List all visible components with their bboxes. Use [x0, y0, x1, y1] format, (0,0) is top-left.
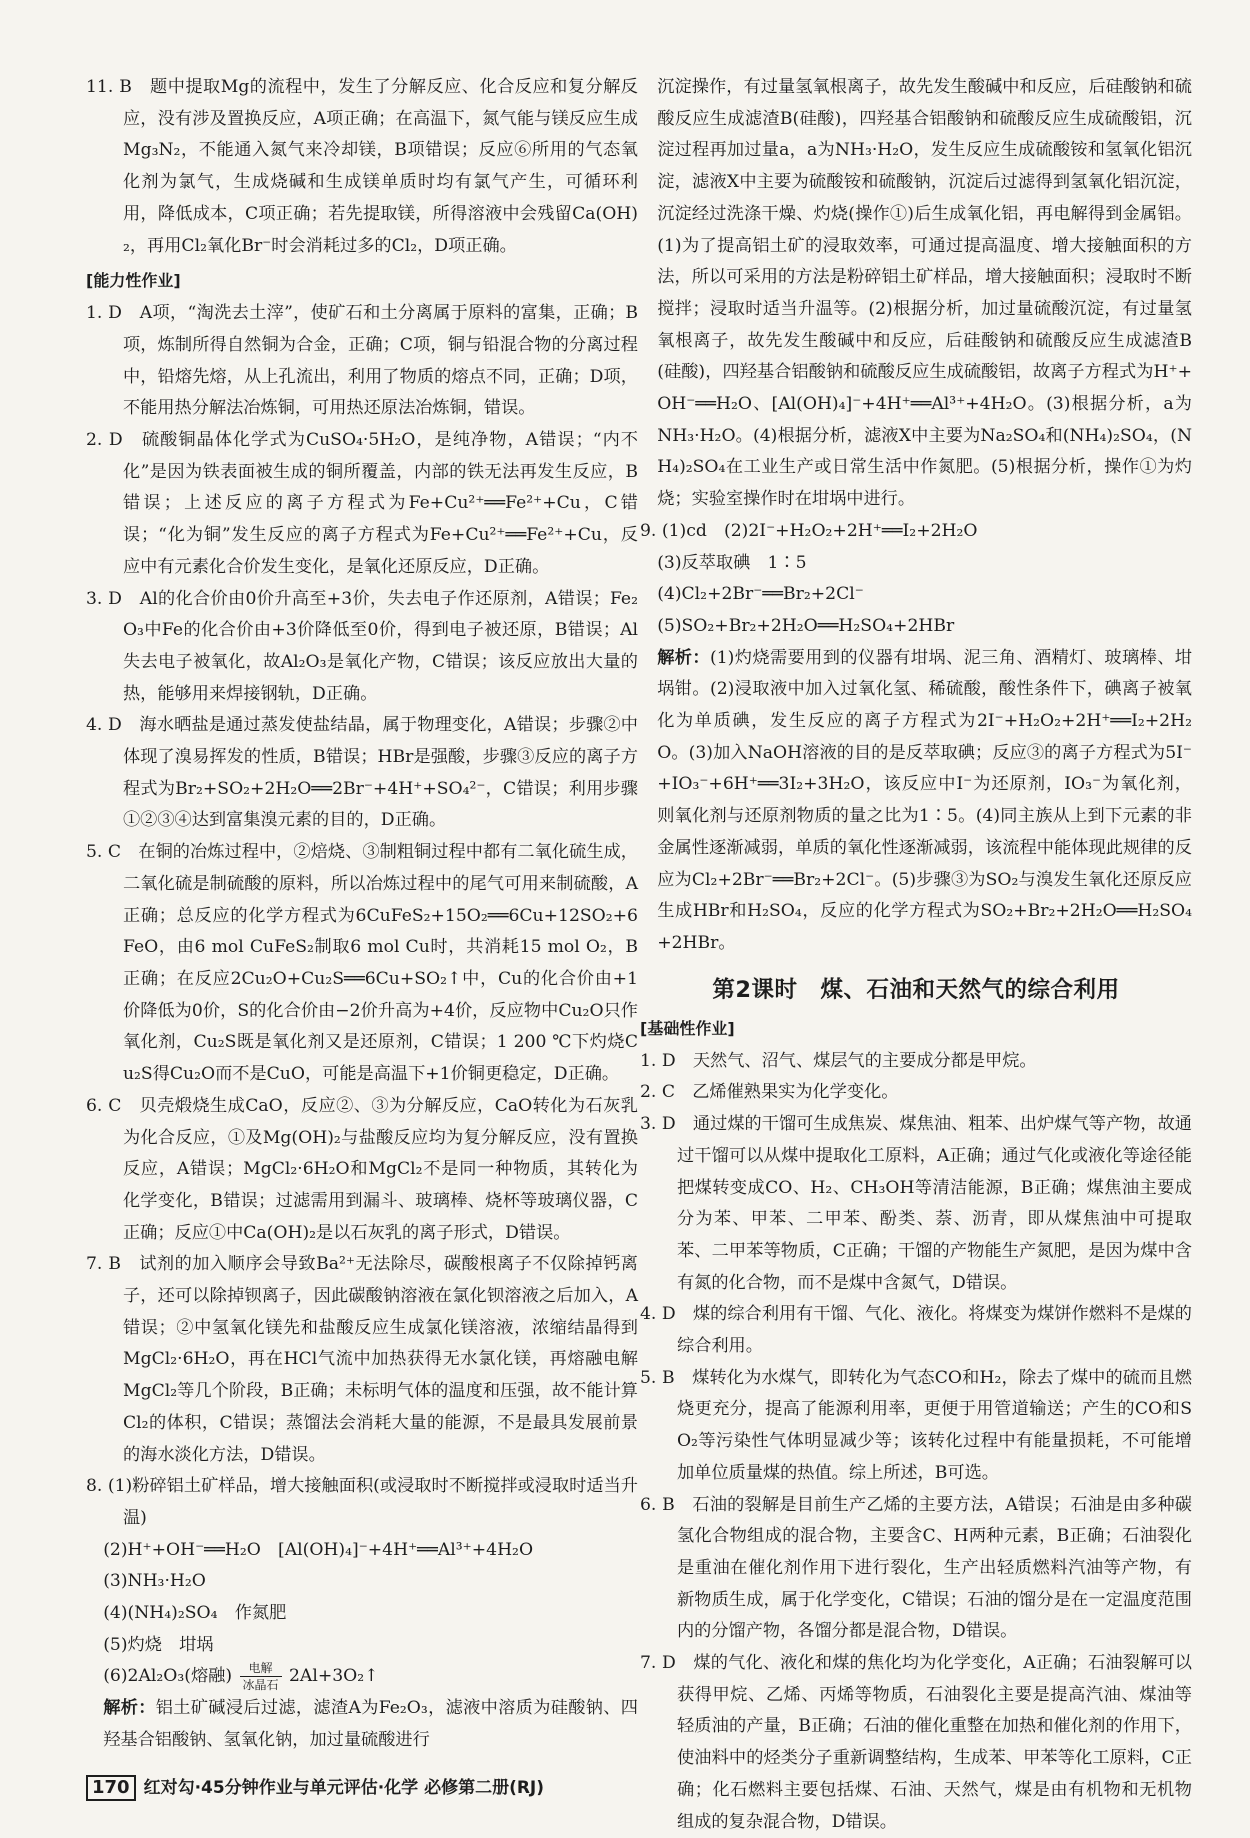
- answer-item-a2: 2. D 硫酸铜晶体化学式为CuSO₄·5H₂O，是纯净物，A错误；“内不化”是因为铁表面被生成的铜所覆盖，内部的铁无法再发生反应，B错误；上述反应的离子方程式为Fe+Cu²⁺══Fe²⁺+Cu，C错误；“化为铜”发生反应的离子方程式为Fe+Cu²⁺══Fe²⁺+Cu，反应中有元素化合价发生变化，是氧化还原反应，D正确。: [86, 430, 638, 577]
- section-heading-ability: [能力性作业]: [86, 271, 181, 291]
- answer-item-b1: 1. D 天然气、沼气、煤层气的主要成分都是甲烷。: [640, 1050, 1037, 1071]
- answer-item-b5: 5. B 煤转化为水煤气，即转化为气态CO和H₂，除去了煤中的硫而且燃烧更充分，提高了能源利用率，更便于用管道输送；产生的CO和SO₂等污染性气体明显减少等；该转化过程中有能量损耗，不可能增加单位质量煤的热值。综上所述，B可选。: [640, 1367, 1192, 1483]
- analysis-text: 铝土矿碱浸后过滤，滤渣A为Fe₂O₃，滤液中溶质为硅酸钠、四羟基合铝酸钠、氢氧化钠，加过量硫酸进行: [103, 1698, 638, 1750]
- answer-item-a3: 3. D Al的化合价由0价升高至+3价，失去电子作还原剂，A错误；Fe₂O₃中Fe的化合价由+3价降低至0价，得到电子被还原，B错误；Al失去电子被氧化，故Al₂O₃是氧化产物，C错误；该反应放出大量的热，能够用来焊接钢轨，D正确。: [86, 588, 638, 704]
- answer-item-a9-part4: (5)SO₂+Br₂+2H₂O══H₂SO₄+2HBr: [657, 615, 955, 636]
- section-heading-basic: [基础性作业]: [640, 1018, 735, 1038]
- answer-item-a9-part3: (4)Cl₂+2Br⁻══Br₂+2Cl⁻: [657, 584, 864, 605]
- analysis-label: 解析：: [657, 647, 710, 668]
- answer-item-a1: 1. D A项，“淘洗去土滓”，使矿石和土分离属于原料的富集，正确；B项，炼制所得自然铜为合金，正确；C项，铜与铅混合物的分离过程中，铅熔先熔，从上孔流出，利用了物质的熔点不同，正确；D项，不能用热分解法冶炼铜，可用热还原法冶炼铜，错误。: [86, 303, 638, 419]
- answer-item-a8-part5: (5)灼烧 坩埚: [103, 1634, 214, 1655]
- page-number: 170: [86, 1775, 136, 1801]
- page-footer: [86, 1775, 544, 1801]
- answer-item-a6: 6. C 贝壳煅烧生成CaO，反应②、③为分解反应，CaO转化为石灰乳为化合反应，①及Mg(OH)₂与盐酸反应均为复分解反应，没有置换反应，A错误；MgCl₂·6H₂O和MgCl₂不是同一种物质，其转化为化学变化，B错误；过滤需用到漏斗、玻璃棒、烧杯等玻璃仪器，C正确；反应①中Ca(OH)₂是以石灰乳的离子形式，D错误。: [86, 1095, 638, 1243]
- right-column: [640, 72, 1192, 1838]
- condition-below-arrow: 冰晶石: [242, 1678, 279, 1693]
- analysis-paragraph-a8: [86, 1693, 638, 1756]
- answer-item-11: 11. B 题中提取Mg的流程中，发生了分解反应、化合反应和复分解反应，没有涉及置换反应，A项正确；在高温下，氮气能与镁反应生成Mg₃N₂，不能通入氮气来冷却镁，B项错误；反应⑥所用的气态氧化剂为氯气，生成烧碱和生成镁单质时均有氯气产生，可循环利用，降低成本，C项正确；若先提取镁，所得溶液中会残留Ca(OH)₂，再用Cl₂氧化Br⁻时会消耗过多的Cl₂，D项正确。: [86, 77, 638, 256]
- answer-item-a8-part4: (4)(NH₄)₂SO₄ 作氮肥: [103, 1603, 287, 1624]
- reaction-condition: [240, 1662, 282, 1691]
- left-column: [86, 72, 638, 1757]
- equation-reactants: (6)2Al₂O₃(熔融): [103, 1666, 233, 1687]
- answer-item-b2: 2. C 乙烯催熟果实为化学变化。: [640, 1082, 899, 1103]
- answer-item-a7: 7. B 试剂的加入顺序会导致Ba²⁺无法除尽，碳酸根离子不仅除掉钙离子，还可以除掉钡离子，因此碳酸钠溶液在氯化钡溶液之后加入，A错误；②中氢氧化镁先和盐酸反应生成氯化镁溶液，浓缩结晶得到MgCl₂·6H₂O，再在HCl气流中加热获得无水氯化镁，再熔融电解MgCl₂等几个阶段，B正确；未标明气体的温度和压强，故不能计算Cl₂的体积，C错误；蒸馏法会消耗大量的能源，不是最具发展前景的海水淡化方法，D错误。: [86, 1254, 638, 1465]
- answer-item-a8-part3: (3)NH₃·H₂O: [103, 1571, 206, 1592]
- analysis-text: (1)灼烧需要用到的仪器有坩埚、泥三角、酒精灯、玻璃棒、坩埚钳。(2)浸取液中加入过氧化氢、稀硫酸，酸性条件下，碘离子被氧化为单质碘，发生反应的离子方程式为2I⁻+H₂O₂+2H⁺══I₂+2H₂O。(3)加入NaOH溶液的目的是反萃取碘；反应③的离子方程式为5I⁻+IO₃⁻+6H⁺══3I₂+3H₂O，该反应中I⁻为还原剂，IO₃⁻为氧化剂，则氧化剂与还原剂物质的量之比为1∶5。(4)同主族从上到下元素的非金属性逐渐减弱，单质的氧化性逐渐减弱，该流程中能体现此规律的反应为Cl₂+2Br⁻══Br₂+2Cl⁻。(5)步骤③为SO₂与溴发生氧化还原反应生成HBr和H₂SO₄，反应的化学方程式为SO₂+Br₂+2H₂O══H₂SO₄+2HBr。: [657, 647, 1192, 953]
- equation-products: 2Al+3O₂↑: [289, 1666, 379, 1687]
- analysis-continued-a8: 沉淀操作，有过量氢氧根离子，故先发生酸碱中和反应，后硅酸钠和硫酸反应生成滤渣B(硅酸)，四羟基合铝酸钠和硫酸反应生成硫酸铝，沉淀过程再加过量a，a为NH₃·H₂O，发生反应生成硫酸铵和氢氧化铝沉淀，滤液X中主要为硫酸铵和硫酸钠，沉淀后过滤得到氢氧化铝沉淀，沉淀经过洗涤干燥、灼烧(操作①)后生成氧化铝，再电解得到金属铝。(1)为了提高铝土矿的浸取效率，可通过提高温度、增大接触面积的方法，所以可采用的方法是粉碎铝土矿样品，增大接触面积；浸取时不断搅拌；浸取时适当升温等。(2)根据分析，加过量硫酸沉淀，有过量氢氧根离子，故先发生酸碱中和反应，后硅酸钠和硫酸反应生成滤渣B(硅酸)，四羟基合铝酸钠和硫酸反应生成硫酸铝，故离子方程式为H⁺+OH⁻══H₂O、[Al(OH)₄]⁻+4H⁺══Al³⁺+4H₂O。(3)根据分析，a为NH₃·H₂O。(4)根据分析，滤液X中主要为Na₂SO₄和(NH₄)₂SO₄，(NH₄)₂SO₄在工业生产或日常生活中作氮肥。(5)根据分析，操作①为灼烧；实验室操作时在坩埚中进行。: [657, 77, 1192, 510]
- answer-item-a8-part1: 8. (1)粉碎铝土矿样品，增大接触面积(或浸取时不断搅拌或浸取时适当升温): [86, 1476, 638, 1528]
- answer-item-b3: 3. D 通过煤的干馏可生成焦炭、煤焦油、粗苯、出炉煤气等产物，故通过干馏可以从煤中提取化工原料，A正确；通过气化或液化等途径能把煤转变成CO、H₂、CH₃OH等清洁能源，B正确；煤焦油主要成分为苯、甲苯、二甲苯、酚类、萘、沥青，即从煤焦油中可提取苯、二甲苯等物质，C正确；干馏的产物能生产氮肥，是因为煤中含有氮的化合物，而不是煤中含氮气，D错误。: [640, 1114, 1192, 1293]
- answer-item-a9-part2: (3)反萃取碘 1∶5: [657, 552, 807, 573]
- answer-item-b4: 4. D 煤的综合利用有干馏、气化、液化。将煤变为煤饼作燃料不是煤的综合利用。: [640, 1304, 1192, 1357]
- answer-item-b7: 7. D 煤的气化、液化和煤的焦化均为化学变化，A正确；石油裂解可以获得甲烷、乙烯、丙烯等物质，石油裂化主要是提高汽油、煤油等轻质油的产量，B正确；石油的催化重整在加热和催化剂的作用下，使油料中的烃类分子重新调整结构，生成苯、甲苯等化工原料，C正确；化石燃料主要包括煤、石油、天然气，煤是由有机物和无机物组成的复杂混合物，D错误。: [640, 1653, 1192, 1832]
- analysis-label: 解析：: [103, 1698, 156, 1719]
- answer-item-b6: 6. B 石油的裂解是目前生产乙烯的主要方法，A错误；石油是由多种碳氢化合物组成的混合物，主要含C、H两种元素，B正确；石油裂化是重油在催化剂作用下进行裂化，生产出轻质燃料汽油等产物，有新物质生成，属于化学变化，C错误；石油的馏分是在一定温度范围内的分馏产物，各馏分都是混合物，D错误。: [640, 1494, 1192, 1642]
- condition-above-arrow: 电解: [240, 1662, 282, 1677]
- book-title: 红对勾·45分钟作业与单元评估·化学 必修第二册(RJ): [143, 1778, 545, 1798]
- lesson-title: 第2课时 煤、石油和天然气的综合利用: [712, 976, 1120, 1003]
- answer-item-a4: 4. D 海水晒盐是通过蒸发使盐结晶，属于物理变化，A错误；步骤②中体现了溴易挥发的性质，B错误；HBr是强酸，步骤③反应的离子方程式为Br₂+SO₂+2H₂O══2Br⁻+4H⁺+SO₄²⁻，C错误；利用步骤①②③④达到富集溴元素的目的，D正确。: [86, 715, 638, 831]
- answer-item-a8-part6: [86, 1661, 638, 1693]
- analysis-paragraph-a9: [640, 643, 1192, 960]
- answer-item-a5: 5. C 在铜的冶炼过程中，②焙烧、③制粗铜过程中都有二氧化硫生成，二氧化硫是制硫酸的原料，所以冶炼过程中的尾气可用来制硫酸，A正确；总反应的化学方程式为6CuFeS₂+15O₂══6Cu+12SO₂+6FeO，由6 mol CuFeS₂制取6 mol Cu时，共消耗15 mol O₂，B正确；在反应2Cu₂O+Cu₂S══6Cu+SO₂↑中，Cu的化合价由+1价降低为0价，S的化合价由−2价升高为+4价，反应物中Cu₂O只作氧化剂，Cu₂S既是氧化剂又是还原剂，C错误；1 200 ℃下灼烧Cu₂S得Cu₂O而不是CuO，可能是高温下+1价铜更稳定，D正确。: [86, 842, 638, 1085]
- answer-item-a9-part1: 9. (1)cd (2)2I⁻+H₂O₂+2H⁺══I₂+2H₂O: [640, 520, 978, 541]
- answer-item-a8-part2: (2)H⁺+OH⁻══H₂O [Al(OH)₄]⁻+4H⁺══Al³⁺+4H₂O: [103, 1539, 534, 1560]
